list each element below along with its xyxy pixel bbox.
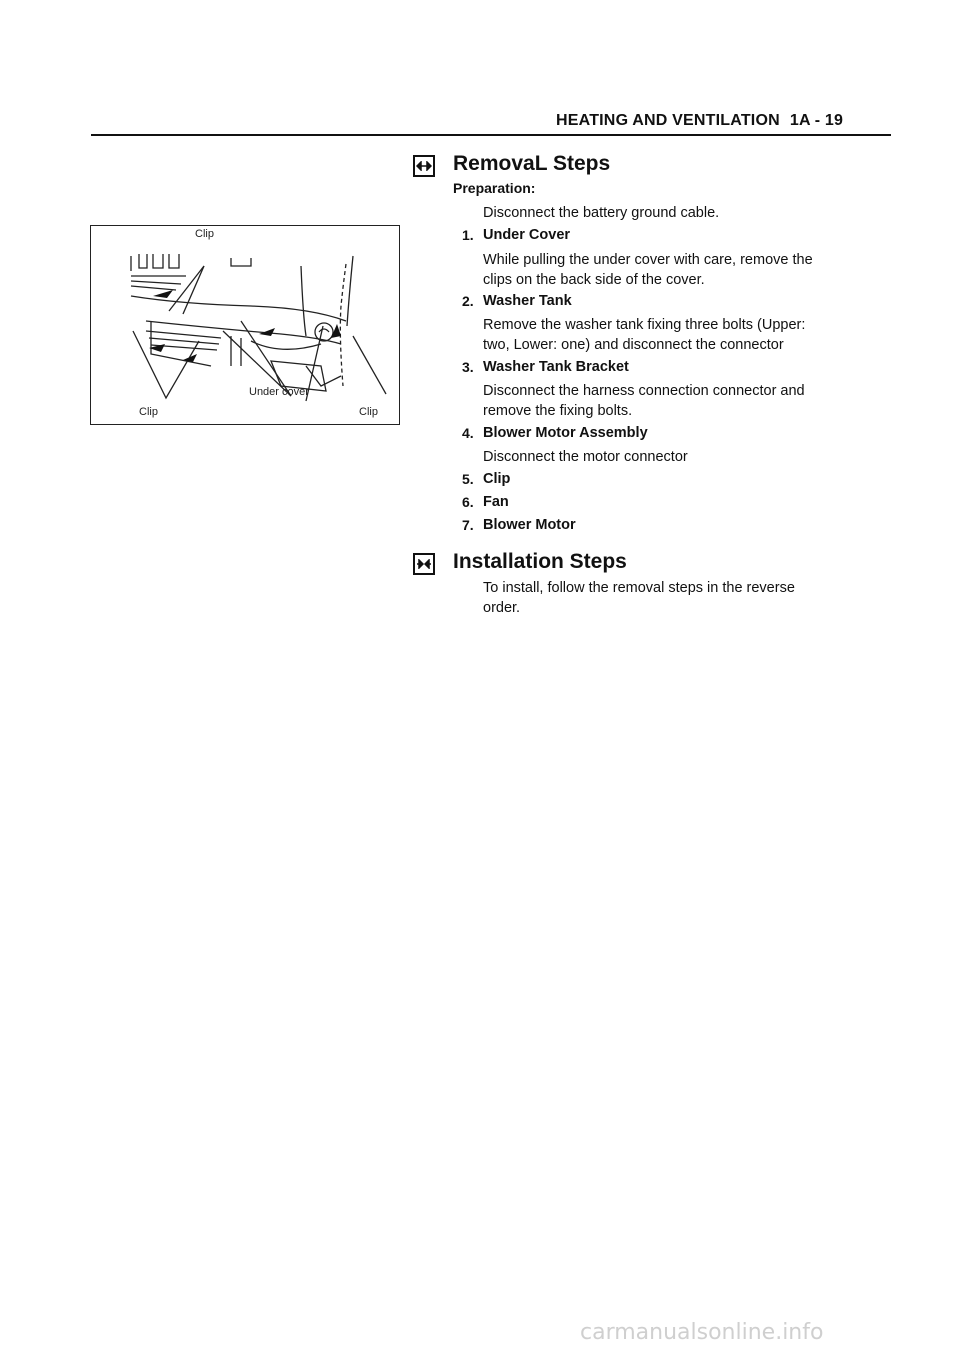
step-text: Disconnect the motor connector	[483, 449, 688, 465]
removal-arrows-icon	[413, 155, 435, 177]
header-section-title: HEATING AND VENTILATION	[556, 112, 780, 129]
step-title: Washer Tank	[483, 293, 572, 309]
step-text: Disconnect the harness connection connector and	[483, 383, 805, 399]
step-title: Under Cover	[483, 227, 571, 243]
watermark: carmanualsonline.info	[580, 1320, 824, 1345]
installation-text: To install, follow the removal steps in the reverse	[483, 580, 795, 596]
step-number: 1.	[462, 227, 474, 243]
step-text: clips on the back side of the cover.	[483, 272, 705, 288]
preparation-text: Disconnect the battery ground cable.	[483, 205, 720, 221]
page-header	[556, 112, 896, 130]
figure-label-clip-left: Clip	[139, 406, 158, 418]
under-cover-figure	[90, 225, 400, 425]
step-number: 4.	[462, 425, 474, 441]
figure-label-clip-top: Clip	[195, 228, 214, 240]
preparation-label: Preparation:	[453, 180, 536, 196]
step-title: Blower Motor	[483, 517, 576, 533]
step-text: Remove the washer tank fixing three bolts (Upper:	[483, 317, 806, 333]
installation-text: order.	[483, 600, 521, 616]
installation-arrows-icon	[413, 553, 435, 575]
header-page-number: 1A - 19	[789, 112, 844, 129]
step-text: While pulling the under cover with care, remove the	[483, 252, 813, 268]
figure-label-under-cover: Under cover	[249, 386, 309, 398]
step-number: 7.	[462, 517, 474, 533]
step-title: Blower Motor Assembly	[483, 425, 648, 441]
step-number: 6.	[462, 494, 474, 510]
step-number: 5.	[462, 471, 474, 487]
figure-label-clip-right: Clip	[359, 406, 378, 418]
step-number: 3.	[462, 359, 474, 375]
under-cover-illustration	[91, 226, 401, 426]
step-title: Washer Tank Bracket	[483, 359, 629, 375]
installation-title: Installation Steps	[453, 550, 627, 573]
step-text: remove the fixing bolts.	[483, 403, 633, 419]
step-number: 2.	[462, 293, 474, 309]
header-rule	[91, 134, 891, 136]
step-title: Clip	[483, 471, 511, 487]
step-text: two, Lower: one) and disconnect the connector	[483, 337, 784, 353]
step-title: Fan	[483, 494, 509, 510]
removal-title: RemovaL Steps	[453, 152, 611, 175]
